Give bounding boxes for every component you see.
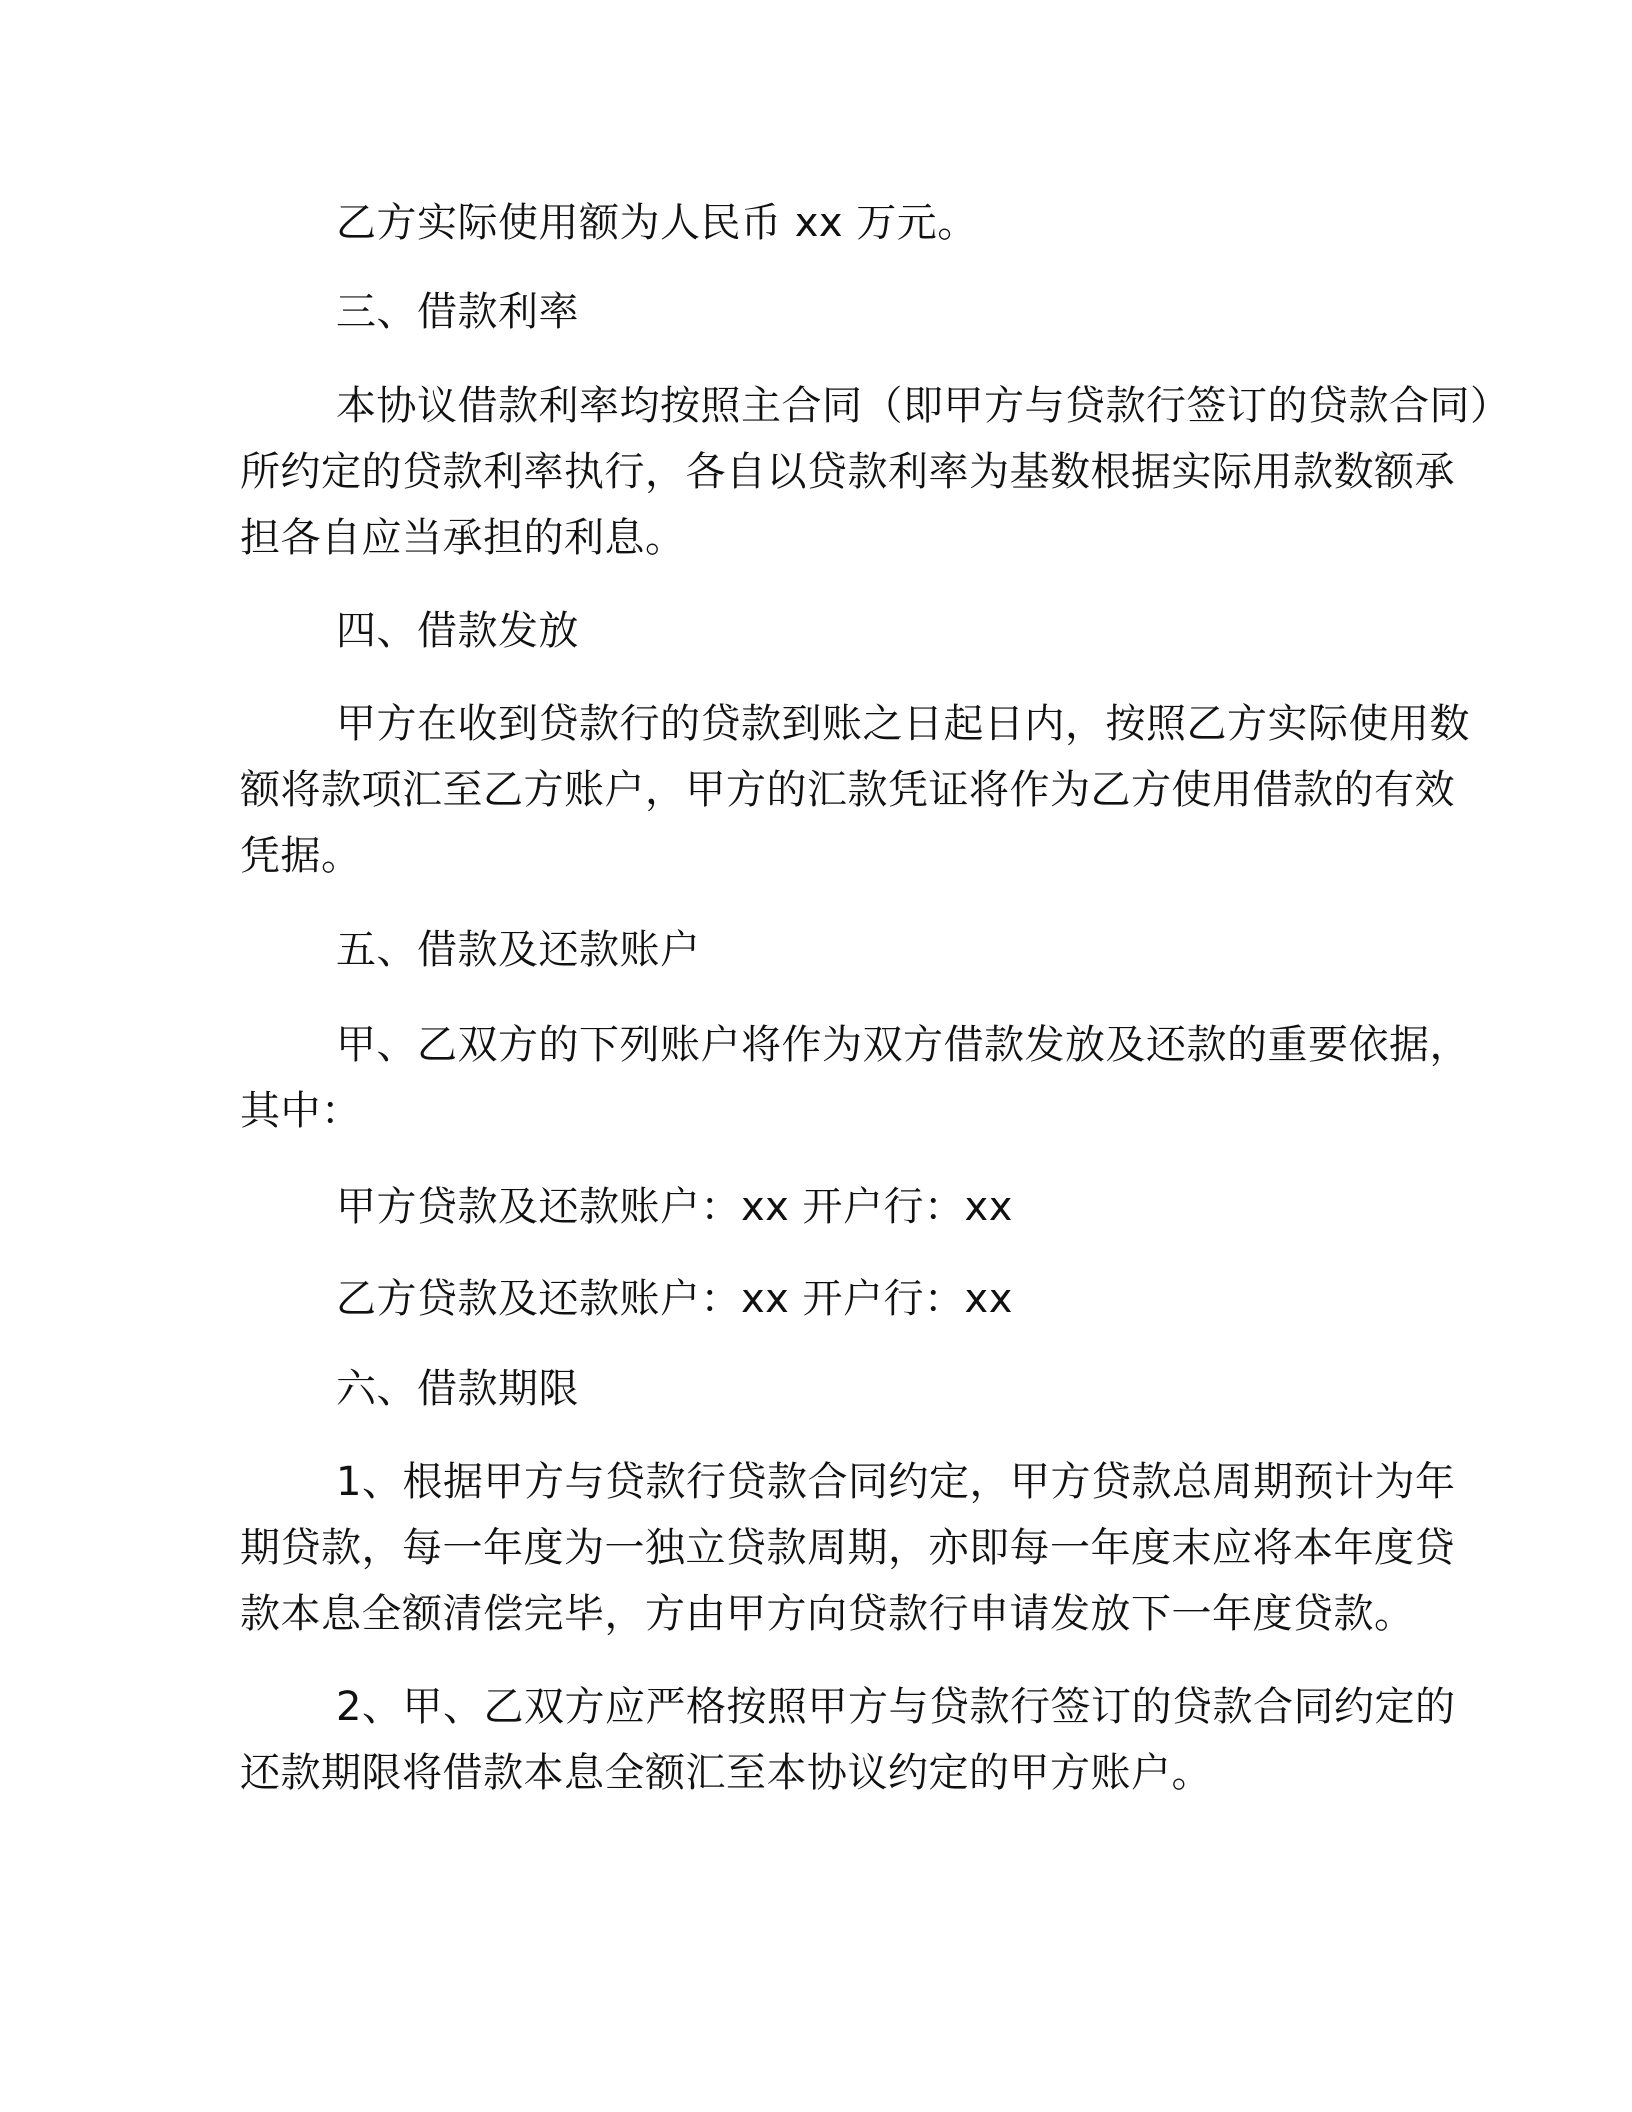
paragraph-term-item-2 [240,1674,1456,1806]
paragraph-usage-amount [240,190,1400,256]
text-line: 额将款项汇至乙方账户，甲方的汇款凭证将作为乙方使用借款的有效 [240,767,1455,813]
paragraph-party-a-account [240,1174,1400,1240]
text-line: 甲、乙双方的下列账户将作为双方借款发放及还款的重要依据， [336,1022,1470,1068]
paragraph-disbursement [240,691,1470,889]
paragraph-party-b-account [240,1266,1400,1332]
paragraph-interest-rate [240,373,1511,571]
section-heading-accounts [240,917,1400,983]
section-heading-term [240,1356,1400,1422]
text-line: 本协议借款利率均按照主合同（即甲方与贷款行签订的贷款合同） [336,383,1511,429]
section-heading-disbursement [240,598,1400,664]
text-line: 2、甲、乙双方应严格按照甲方与贷款行签订的贷款合同约定的 [336,1684,1456,1730]
text-line: 乙方实际使用额为人民币 xx 万元。 [336,200,978,246]
text-line: 四、借款发放 [336,608,579,654]
text-line: 期贷款，每一年度为一独立贷款周期，亦即每一年度末应将本年度贷 [240,1525,1455,1571]
text-line: 五、借款及还款账户 [336,927,701,973]
text-line: 担各自应当承担的利息。 [240,515,686,561]
section-heading-interest-rate [240,279,1400,345]
paragraph-term-item-1 [240,1449,1456,1647]
text-line: 六、借款期限 [336,1366,579,1412]
text-line: 1、根据甲方与贷款行贷款合同约定，甲方贷款总周期预计为年 [336,1459,1456,1505]
text-line: 还款期限将借款本息全额汇至本协议约定的甲方账户。 [240,1750,1212,1796]
text-line: 甲方贷款及还款账户：xx 开户行：xx [336,1184,1013,1230]
text-line: 款本息全额清偿完毕，方由甲方向贷款行申请发放下一年度贷款。 [240,1591,1415,1637]
text-line: 凭据。 [240,833,362,879]
text-line: 其中： [240,1088,362,1134]
text-line: 乙方贷款及还款账户：xx 开户行：xx [336,1276,1013,1322]
text-line: 三、借款利率 [336,289,579,335]
paragraph-accounts-intro [240,1012,1470,1144]
text-line: 甲方在收到贷款行的贷款到账之日起日内，按照乙方实际使用数 [336,701,1470,747]
text-line: 所约定的贷款利率执行，各自以贷款利率为基数根据实际用款数额承 [240,449,1455,495]
